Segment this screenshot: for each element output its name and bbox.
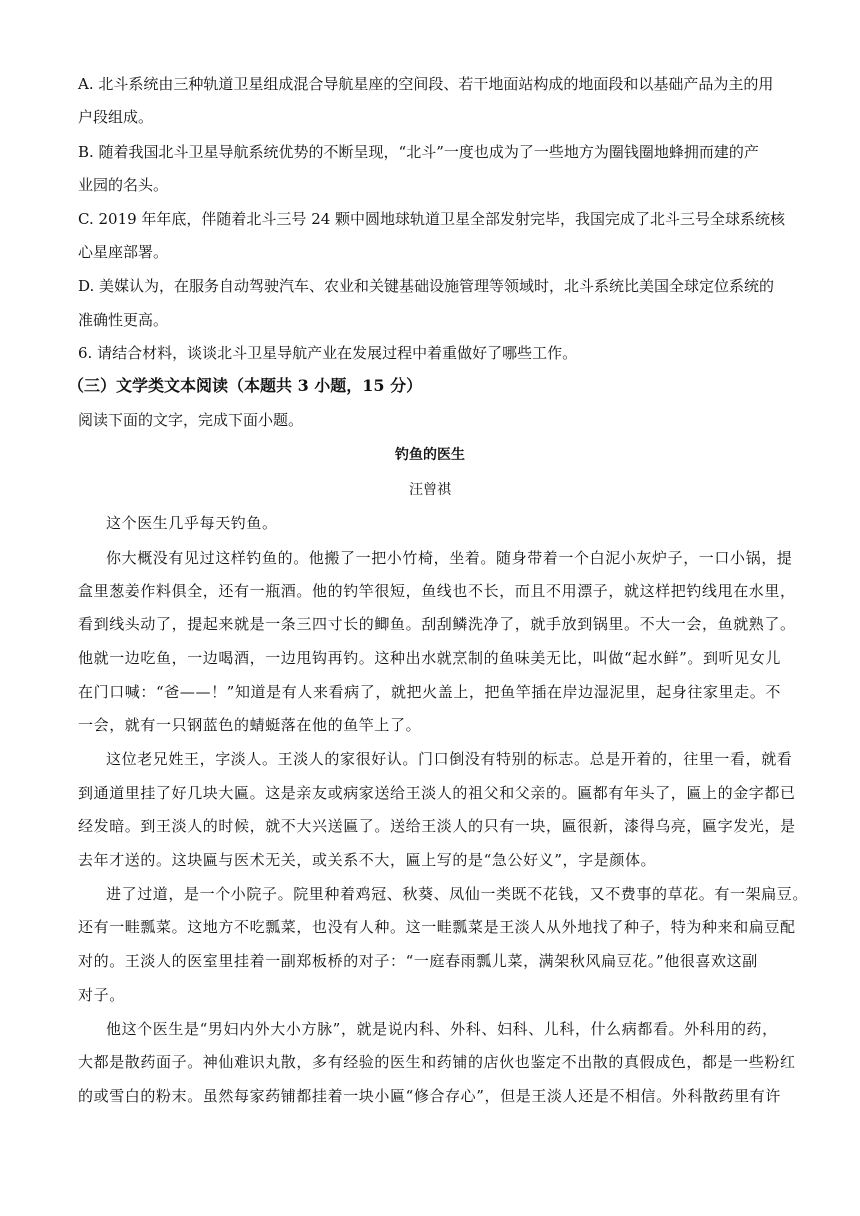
- question-6: 6. 请结合材料，谈谈北斗卫星导航产业在发展过程中着重做好了哪些工作。: [78, 344, 578, 362]
- story-line: 一会，就有一只钢蓝色的蜻蜓落在他的鱼竿上了。: [78, 716, 422, 734]
- story-line: 经发暗。到王淡人的时候，就不大兴送匾了。送给王淡人的只有一块，匾很新，漆得乌亮，匾字发光，是: [78, 817, 796, 835]
- story-line: 这位老兄姓王，字淡人。王淡人的家很好认。门口倒没有特别的标志。总是开着的，往里一看，就看: [106, 750, 793, 768]
- story-line: 他这个医生是“男妇内外大小方脉”，就是说内科、外科、妇科、儿科，什么病都看。外科用的药，: [106, 1020, 778, 1038]
- story-line: 他就一边吃鱼，一边喝酒，一边甩钩再钓。这种出水就烹制的鱼味美无比，叫做“起水鲜”。到听见女儿: [78, 649, 781, 667]
- story-line: 盒里葱姜作料俱全，还有一瓶酒。他的钓竿很短，鱼线也不长，而且不用漂子，就这样把钓线甩在水里，: [78, 582, 796, 600]
- story-line: 的或雪白的粉末。虽然每家药铺都挂着一块小匾“修合存心”，但是王淡人还是不相信。外科散药里有许: [78, 1087, 781, 1105]
- story-line: 这个医生几乎每天钓鱼。: [106, 514, 278, 532]
- story-line: 去年才送的。这块匾与医术无关，或关系不大，匾上写的是“急公好义”，字是颜体。: [78, 851, 657, 869]
- section-heading: （三）文学类文本阅读（本题共 3 小题，15 分）: [68, 376, 423, 395]
- story-line: 到通道里挂了好几块大匾。这是亲友或病家送给王淡人的祖父和父亲的。匾都有年头了，匾上的金字都已: [78, 784, 796, 802]
- instruction: 阅读下面的文字，完成下面小题。: [78, 411, 304, 429]
- story-line: 在门口喊：“爸——！”知道是有人来看病了，就把火盖上，把鱼竿插在岸边湿泥里，起身往家里走。不: [78, 683, 781, 701]
- story-line: 看到线头动了，提起来就是一条三四寸长的鲫鱼。刮刮鳞洗净了，就手放到锅里。不大一会，鱼就熟了。: [78, 615, 796, 633]
- option-b-line-1: B. 随着我国北斗卫星导航系统优势的不断呈现，“北斗”一度也成为了一些地方为圈钱圈地蜂拥而建的产: [78, 143, 759, 161]
- story-line: 还有一畦瓢菜。这地方不吃瓢菜，也没有人种。这一畦瓢菜是王淡人从外地找了种子，特为种来和扁豆配: [78, 918, 796, 936]
- story-line: 进了过道，是一个小院子。院里种着鸡冠、秋葵、凤仙一类既不花钱，又不费事的草花。有一架扁豆。: [106, 885, 809, 903]
- story-line: 对子。: [78, 986, 125, 1004]
- story-author: 汪曾祺: [409, 482, 451, 498]
- option-d-line-2: 准确性更高。: [78, 311, 169, 329]
- option-b-line-2: 业园的名头。: [78, 176, 169, 194]
- story-line: 对的。王淡人的医室里挂着一副郑板桥的对子：“一庭春雨瓢儿菜，满架秋风扁豆花。”他很喜欢这副: [78, 952, 758, 970]
- option-c-line-2: 心星座部署。: [78, 243, 169, 261]
- story-title: 钓鱼的医生: [395, 447, 465, 463]
- option-a-line-2: 户段组成。: [78, 108, 154, 126]
- option-a-line-1: A. 北斗系统由三种轨道卫星组成混合导航星座的空间段、若干地面站构成的地面段和以基础产品为主的用: [78, 75, 774, 93]
- option-d-line-1: D. 美媒认为，在服务自动驾驶汽车、农业和关键基础设施管理等领域时，北斗系统比美国全球定位系统的: [78, 277, 775, 295]
- option-c-line-1: C. 2019 年年底，伴随着北斗三号 24 颗中圆地球轨道卫星全部发射完毕，我国完成了北斗三号全球系统核: [78, 210, 786, 228]
- story-line: 大都是散药面子。神仙难识丸散，多有经验的医生和药铺的店伙也鉴定不出散的真假成色，都是一些粉红: [78, 1053, 796, 1071]
- story-line: 你大概没有见过这样钓鱼的。他搬了一把小竹椅，坐着。随身带着一个白泥小灰炉子，一口小锅，提: [106, 549, 793, 567]
